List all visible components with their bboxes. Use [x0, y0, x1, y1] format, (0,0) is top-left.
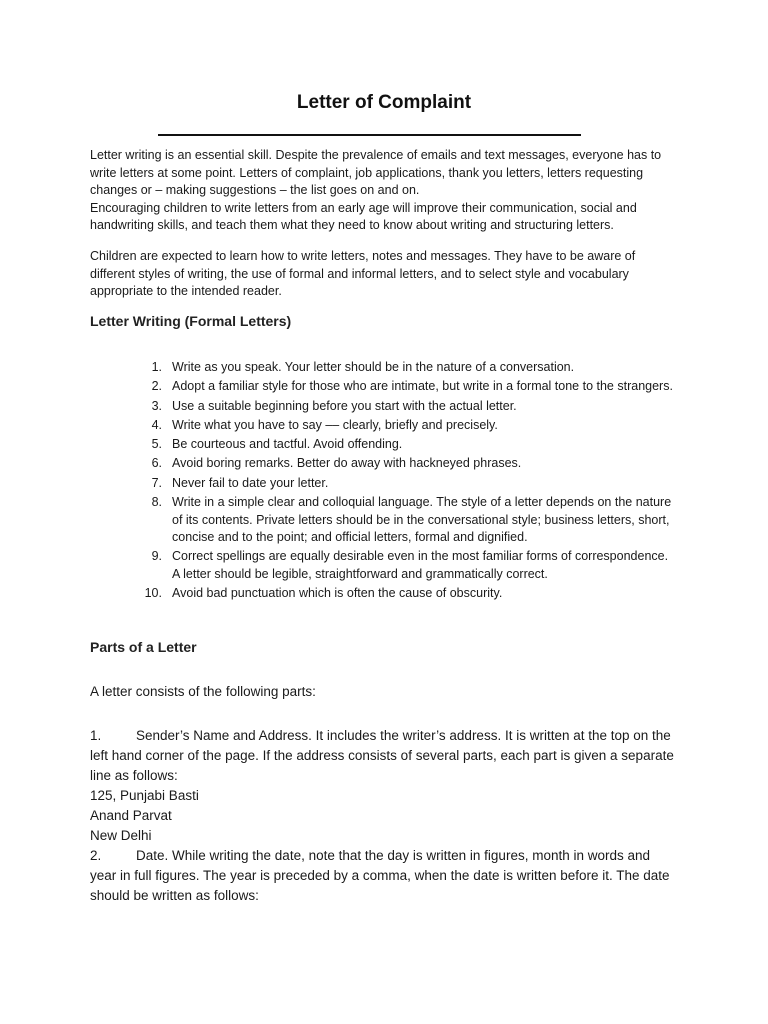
list-item-text: Avoid boring remarks. Better do away with hackneyed phrases.: [172, 456, 522, 471]
heading-formal-letters: Letter Writing (Formal Letters): [90, 313, 292, 329]
list-item: [130, 378, 678, 396]
list-item-number: 3.: [151, 398, 162, 413]
list-item-number: 6.: [151, 456, 162, 471]
parts-section: [90, 726, 680, 906]
intro-paragraph-2: Encouraging children to write letters from an early age will improve their communication, social and handwriting skills, and teach them what they need to know about writing and structuring letters.: [90, 200, 637, 232]
list-item-text: Write as you speak. Your letter should be in the nature of a conversation.: [172, 360, 575, 374]
list-item: [130, 417, 678, 435]
intro-block: [90, 147, 680, 235]
list-item-number: 8.: [151, 495, 162, 510]
intro-paragraph-1: Letter writing is an essential skill. Despite the prevalence of emails and text messages, everyone has to write letters at some point. Letters of complaint, job applications, thank you letters, letters requesting changes or – making suggestions – the list goes on and on.: [90, 148, 662, 197]
list-item: [130, 585, 678, 603]
list-item: [130, 475, 678, 493]
list-item-number: 4.: [151, 417, 162, 432]
address-line: New Delhi: [90, 828, 152, 843]
list-item: [130, 494, 678, 547]
list-item: [130, 398, 678, 416]
part-1-paragraph: [90, 726, 680, 786]
list-item-text: Never fail to date your letter.: [172, 475, 329, 490]
list-item-number: 1.: [151, 360, 162, 374]
list-item: [130, 548, 678, 583]
part-2-paragraph: [90, 846, 680, 906]
list-item-text: Adopt a familiar style for those who are intimate, but write in a formal tone to the strangers.: [172, 379, 673, 394]
list-item-text: Write what you have to say –– clearly, briefly and precisely.: [172, 417, 498, 432]
list-item-number: 10.: [144, 586, 162, 601]
address-line: Anand Parvat: [90, 808, 172, 823]
list-item-text: Correct spellings are equally desirable even in the most familiar forms of correspondence. A letter should be legible, straightforward and grammatically correct.: [172, 549, 669, 581]
list-item-text: Avoid bad punctuation which is often the cause of obscurity.: [172, 586, 503, 601]
heading-parts-of-letter: Parts of a Letter: [90, 639, 197, 655]
part-2-text: Date. While writing the date, note that the day is written in figures, month in words and year in full figures. The year is preceded by a comma, when the date is written before it. The date should be written as follows:: [90, 848, 670, 903]
list-item-number: 7.: [151, 475, 162, 490]
list-item: [130, 455, 678, 473]
list-item: [130, 359, 678, 377]
part-1-number: 1.: [90, 728, 102, 743]
address-line: 125, Punjabi Basti: [90, 788, 199, 803]
part-1-text: Sender’s Name and Address. It includes the writer’s address. It is written at the top on the left hand corner of the page. If the address consists of several parts, each part is given a separate line as follows:: [90, 728, 674, 783]
list-item: [130, 436, 678, 454]
list-item-number: 9.: [151, 549, 162, 564]
list-item-text: Write in a simple clear and colloquial language. The style of a letter depends on the nature of its contents. Private letters should be in the conversational style; business letters, short, concise and to the point; and official letters, formal and dignified.: [172, 495, 672, 545]
title-underline: [158, 134, 581, 136]
parts-lead-text: A letter consists of the following parts:: [90, 684, 316, 699]
list-item-text: Use a suitable beginning before you start with the actual letter.: [172, 398, 517, 413]
page-title: Letter of Complaint: [296, 92, 472, 113]
list-item-number: 5.: [151, 437, 162, 452]
part-2-number: 2.: [90, 848, 102, 863]
list-item-number: 2.: [151, 379, 162, 394]
formal-letter-rules-list: [130, 359, 678, 604]
list-item-text: Be courteous and tactful. Avoid offending.: [172, 437, 403, 452]
intro-paragraph-3: Children are expected to learn how to write letters, notes and messages. They have to be aware of different styles of writing, the use of formal and informal letters, and to select style and vocabulary appropriate to the intended reader.: [90, 249, 636, 298]
intro-block-2: [90, 248, 680, 301]
